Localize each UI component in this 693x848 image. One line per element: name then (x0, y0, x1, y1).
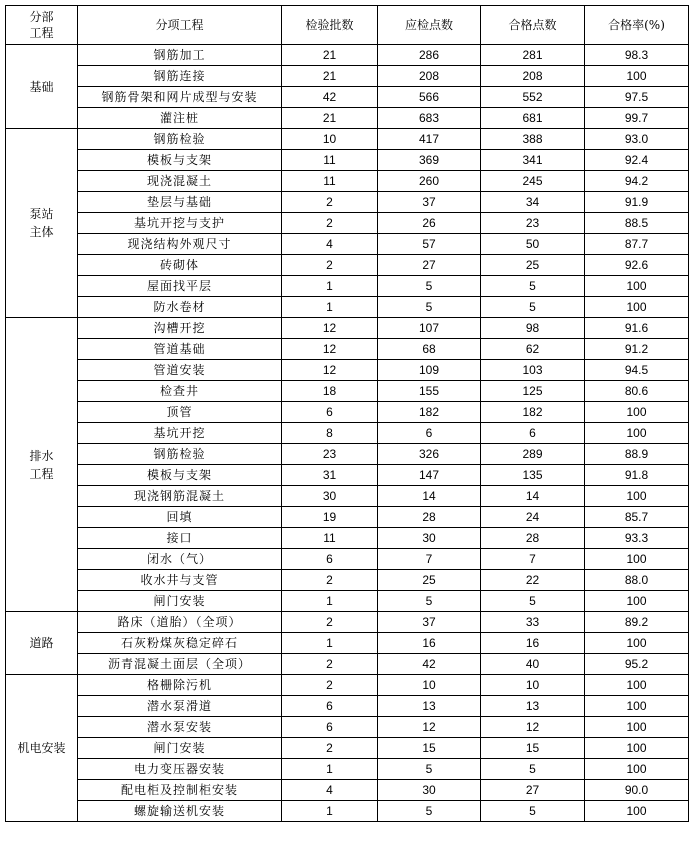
batches-cell: 2 (282, 612, 378, 633)
rate-cell: 100 (585, 717, 689, 738)
table-body (6, 45, 689, 822)
table-row (6, 318, 689, 339)
required-cell: 260 (378, 171, 481, 192)
table-row (6, 528, 689, 549)
passed-cell: 12 (481, 717, 585, 738)
category-cell (6, 129, 78, 318)
table-row (6, 759, 689, 780)
passed-cell: 6 (481, 423, 585, 444)
rate-cell: 100 (585, 402, 689, 423)
batches-cell: 1 (282, 801, 378, 822)
passed-cell: 50 (481, 234, 585, 255)
category-name: 泵站 (29, 207, 54, 221)
item-cell: 潜水泵滑道 (78, 696, 282, 717)
item-cell: 管道安装 (78, 360, 282, 381)
passed-cell: 27 (481, 780, 585, 801)
required-cell: 5 (378, 276, 481, 297)
required-cell: 566 (378, 87, 481, 108)
item-cell: 基坑开挖 (78, 423, 282, 444)
item-cell: 电力变压器安装 (78, 759, 282, 780)
header-row (6, 6, 689, 45)
passed-cell: 14 (481, 486, 585, 507)
batches-cell: 23 (282, 444, 378, 465)
passed-cell: 125 (481, 381, 585, 402)
header-points-required: 应检点数 (378, 6, 481, 45)
table-row (6, 381, 689, 402)
passed-cell: 281 (481, 45, 585, 66)
required-cell: 28 (378, 507, 481, 528)
item-cell: 模板与支架 (78, 465, 282, 486)
header-batches: 检验批数 (282, 6, 378, 45)
table-row (6, 465, 689, 486)
item-cell: 潜水泵安装 (78, 717, 282, 738)
item-cell: 石灰粉煤灰稳定碎石 (78, 633, 282, 654)
required-cell: 26 (378, 213, 481, 234)
item-cell: 回填 (78, 507, 282, 528)
required-cell: 15 (378, 738, 481, 759)
passed-cell: 5 (481, 276, 585, 297)
item-cell: 灌注桩 (78, 108, 282, 129)
item-cell: 接口 (78, 528, 282, 549)
batches-cell: 1 (282, 633, 378, 654)
batches-cell: 19 (282, 507, 378, 528)
batches-cell: 6 (282, 402, 378, 423)
header-points-passed: 合格点数 (481, 6, 585, 45)
required-cell: 27 (378, 255, 481, 276)
required-cell: 68 (378, 339, 481, 360)
table-row (6, 297, 689, 318)
rate-cell: 93.0 (585, 129, 689, 150)
rate-cell: 94.2 (585, 171, 689, 192)
item-cell: 沟槽开挖 (78, 318, 282, 339)
batches-cell: 42 (282, 87, 378, 108)
item-cell: 闭水（气） (78, 549, 282, 570)
item-cell: 屋面找平层 (78, 276, 282, 297)
rate-cell: 87.7 (585, 234, 689, 255)
required-cell: 6 (378, 423, 481, 444)
passed-cell: 103 (481, 360, 585, 381)
passed-cell: 24 (481, 507, 585, 528)
item-cell: 钢筋连接 (78, 66, 282, 87)
rate-cell: 90.0 (585, 780, 689, 801)
category-cell (6, 612, 78, 675)
required-cell: 286 (378, 45, 481, 66)
table-row (6, 402, 689, 423)
rate-cell: 100 (585, 801, 689, 822)
item-cell: 格栅除污机 (78, 675, 282, 696)
item-cell: 螺旋输送机安装 (78, 801, 282, 822)
rate-cell: 99.7 (585, 108, 689, 129)
batches-cell: 2 (282, 570, 378, 591)
table-row (6, 717, 689, 738)
passed-cell: 552 (481, 87, 585, 108)
item-cell: 模板与支架 (78, 150, 282, 171)
batches-cell: 10 (282, 129, 378, 150)
rate-cell: 88.9 (585, 444, 689, 465)
item-cell: 钢筋加工 (78, 45, 282, 66)
required-cell: 30 (378, 780, 481, 801)
batches-cell: 11 (282, 528, 378, 549)
required-cell: 369 (378, 150, 481, 171)
required-cell: 5 (378, 297, 481, 318)
batches-cell: 4 (282, 234, 378, 255)
item-cell: 检查井 (78, 381, 282, 402)
header-category: 分部 工程 (6, 6, 78, 45)
batches-cell: 21 (282, 45, 378, 66)
table-row (6, 87, 689, 108)
required-cell: 417 (378, 129, 481, 150)
batches-cell: 30 (282, 486, 378, 507)
rate-cell: 100 (585, 738, 689, 759)
table-row (6, 108, 689, 129)
table-row (6, 129, 689, 150)
batches-cell: 8 (282, 423, 378, 444)
table-row (6, 570, 689, 591)
required-cell: 16 (378, 633, 481, 654)
category-cell (6, 318, 78, 612)
category-name: 基础 (29, 79, 54, 94)
required-cell: 5 (378, 801, 481, 822)
passed-cell: 62 (481, 339, 585, 360)
batches-cell: 2 (282, 255, 378, 276)
item-cell: 防水卷材 (78, 297, 282, 318)
rate-cell: 92.6 (585, 255, 689, 276)
passed-cell: 341 (481, 150, 585, 171)
batches-cell: 2 (282, 654, 378, 675)
table-row (6, 192, 689, 213)
passed-cell: 5 (481, 801, 585, 822)
required-cell: 109 (378, 360, 481, 381)
rate-cell: 91.2 (585, 339, 689, 360)
table-row (6, 66, 689, 87)
category-name: 工程 (29, 466, 54, 481)
rate-cell: 88.0 (585, 570, 689, 591)
passed-cell: 25 (481, 255, 585, 276)
batches-cell: 12 (282, 360, 378, 381)
rate-cell: 100 (585, 297, 689, 318)
item-cell: 闸门安装 (78, 591, 282, 612)
passed-cell: 28 (481, 528, 585, 549)
table-row (6, 549, 689, 570)
category-name: 机电安装 (17, 741, 66, 755)
batches-cell: 2 (282, 213, 378, 234)
required-cell: 57 (378, 234, 481, 255)
required-cell: 37 (378, 612, 481, 633)
rate-cell: 91.6 (585, 318, 689, 339)
table-row (6, 654, 689, 675)
passed-cell: 5 (481, 591, 585, 612)
passed-cell: 681 (481, 108, 585, 129)
batches-cell: 6 (282, 717, 378, 738)
item-cell: 沥青混凝土面层（全项） (78, 654, 282, 675)
passed-cell: 98 (481, 318, 585, 339)
item-cell: 配电柜及控制柜安装 (78, 780, 282, 801)
required-cell: 25 (378, 570, 481, 591)
item-cell: 路床（道胎）（全项） (78, 612, 282, 633)
rate-cell: 100 (585, 591, 689, 612)
category-name: 道路 (29, 636, 54, 650)
table-row (6, 360, 689, 381)
rate-cell: 92.4 (585, 150, 689, 171)
required-cell: 107 (378, 318, 481, 339)
required-cell: 5 (378, 591, 481, 612)
rate-cell: 98.3 (585, 45, 689, 66)
table-row (6, 633, 689, 654)
item-cell: 现浇钢筋混凝土 (78, 486, 282, 507)
passed-cell: 135 (481, 465, 585, 486)
passed-cell: 40 (481, 654, 585, 675)
passed-cell: 13 (481, 696, 585, 717)
rate-cell: 95.2 (585, 654, 689, 675)
rate-cell: 100 (585, 276, 689, 297)
passed-cell: 10 (481, 675, 585, 696)
passed-cell: 5 (481, 759, 585, 780)
batches-cell: 31 (282, 465, 378, 486)
required-cell: 12 (378, 717, 481, 738)
item-cell: 钢筋检验 (78, 129, 282, 150)
required-cell: 326 (378, 444, 481, 465)
passed-cell: 16 (481, 633, 585, 654)
rate-cell: 100 (585, 486, 689, 507)
table-row (6, 150, 689, 171)
required-cell: 147 (378, 465, 481, 486)
table-row (6, 45, 689, 66)
item-cell: 现浇混凝土 (78, 171, 282, 192)
rate-cell: 100 (585, 696, 689, 717)
passed-cell: 245 (481, 171, 585, 192)
table-row (6, 276, 689, 297)
document-page (5, 5, 689, 822)
passed-cell: 22 (481, 570, 585, 591)
rate-cell: 100 (585, 66, 689, 87)
batches-cell: 21 (282, 108, 378, 129)
required-cell: 13 (378, 696, 481, 717)
item-cell: 顶管 (78, 402, 282, 423)
rate-cell: 100 (585, 675, 689, 696)
table-row (6, 738, 689, 759)
rate-cell: 100 (585, 633, 689, 654)
category-cell (6, 45, 78, 129)
table-row (6, 696, 689, 717)
rate-cell: 85.7 (585, 507, 689, 528)
batches-cell: 2 (282, 738, 378, 759)
required-cell: 10 (378, 675, 481, 696)
required-cell: 14 (378, 486, 481, 507)
batches-cell: 1 (282, 276, 378, 297)
passed-cell: 23 (481, 213, 585, 234)
passed-cell: 7 (481, 549, 585, 570)
table-row (6, 171, 689, 192)
category-name: 排水 (29, 448, 54, 463)
table-row (6, 507, 689, 528)
table-row (6, 591, 689, 612)
passed-cell: 15 (481, 738, 585, 759)
item-cell: 钢筋检验 (78, 444, 282, 465)
table-row (6, 255, 689, 276)
table-row (6, 444, 689, 465)
item-cell: 收水井与支管 (78, 570, 282, 591)
batches-cell: 21 (282, 66, 378, 87)
table-row (6, 213, 689, 234)
category-cell (6, 675, 78, 822)
required-cell: 182 (378, 402, 481, 423)
rate-cell: 100 (585, 549, 689, 570)
rate-cell: 100 (585, 759, 689, 780)
batches-cell: 6 (282, 549, 378, 570)
batches-cell: 18 (282, 381, 378, 402)
table-row (6, 234, 689, 255)
table-row (6, 612, 689, 633)
table-row (6, 486, 689, 507)
batches-cell: 2 (282, 675, 378, 696)
rate-cell: 80.6 (585, 381, 689, 402)
passed-cell: 5 (481, 297, 585, 318)
required-cell: 155 (378, 381, 481, 402)
quality-inspection-table (5, 5, 689, 822)
required-cell: 683 (378, 108, 481, 129)
rate-cell: 97.5 (585, 87, 689, 108)
item-cell: 砖砌体 (78, 255, 282, 276)
batches-cell: 1 (282, 759, 378, 780)
table-row (6, 801, 689, 822)
passed-cell: 33 (481, 612, 585, 633)
header-pass-rate: 合格率(%) (585, 6, 689, 45)
table-row (6, 339, 689, 360)
batches-cell: 4 (282, 780, 378, 801)
batches-cell: 1 (282, 297, 378, 318)
rate-cell: 91.9 (585, 192, 689, 213)
passed-cell: 289 (481, 444, 585, 465)
item-cell: 基坑开挖与支护 (78, 213, 282, 234)
required-cell: 37 (378, 192, 481, 213)
batches-cell: 11 (282, 171, 378, 192)
passed-cell: 388 (481, 129, 585, 150)
item-cell: 钢筋骨架和网片成型与安装 (78, 87, 282, 108)
rate-cell: 88.5 (585, 213, 689, 234)
batches-cell: 6 (282, 696, 378, 717)
category-name: 主体 (29, 225, 54, 239)
passed-cell: 182 (481, 402, 585, 423)
batches-cell: 1 (282, 591, 378, 612)
batches-cell: 2 (282, 192, 378, 213)
header-item: 分项工程 (78, 6, 282, 45)
item-cell: 垫层与基础 (78, 192, 282, 213)
rate-cell: 89.2 (585, 612, 689, 633)
rate-cell: 94.5 (585, 360, 689, 381)
rate-cell: 93.3 (585, 528, 689, 549)
table-row (6, 423, 689, 444)
rate-cell: 91.8 (585, 465, 689, 486)
passed-cell: 208 (481, 66, 585, 87)
item-cell: 闸门安装 (78, 738, 282, 759)
required-cell: 30 (378, 528, 481, 549)
table-row (6, 675, 689, 696)
required-cell: 5 (378, 759, 481, 780)
item-cell: 管道基础 (78, 339, 282, 360)
required-cell: 42 (378, 654, 481, 675)
batches-cell: 12 (282, 318, 378, 339)
required-cell: 208 (378, 66, 481, 87)
table-row (6, 780, 689, 801)
batches-cell: 11 (282, 150, 378, 171)
rate-cell: 100 (585, 423, 689, 444)
item-cell: 现浇结构外观尺寸 (78, 234, 282, 255)
batches-cell: 12 (282, 339, 378, 360)
passed-cell: 34 (481, 192, 585, 213)
required-cell: 7 (378, 549, 481, 570)
